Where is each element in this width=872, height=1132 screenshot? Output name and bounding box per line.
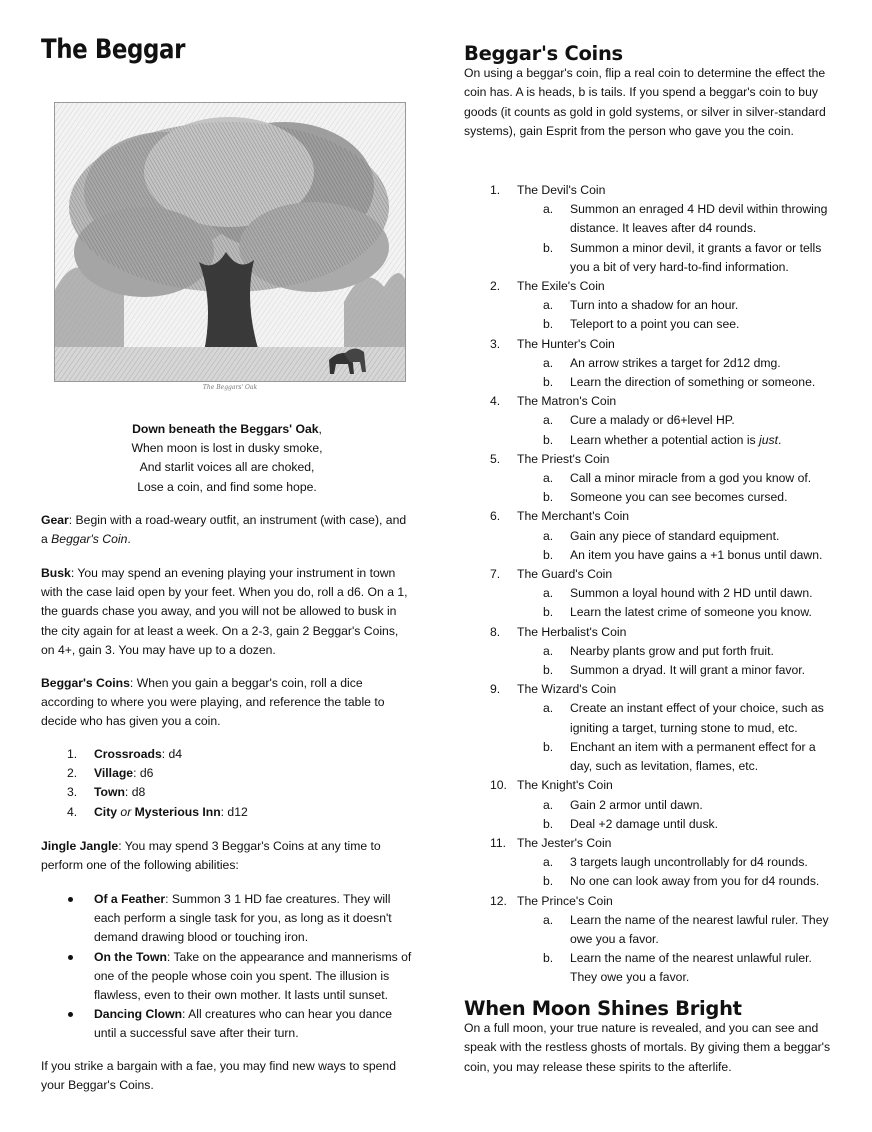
image-caption: The Beggars' Oak (202, 384, 258, 391)
coin-effect-heads (464, 699, 839, 737)
location-die: : d6 (133, 766, 154, 781)
coin-effect-tails (464, 815, 839, 834)
busk-label: Busk (41, 566, 71, 580)
location-name: Town (94, 785, 125, 800)
coin-item (464, 392, 839, 411)
sub-label: b. (543, 739, 554, 754)
ability-text: : Summon 3 1 HD fae creatures. They will each perform a single task for you, as long as it doesn't demand drawing blood or touching iron. (94, 892, 392, 945)
coin-item (464, 277, 839, 296)
coin-number: 11. (490, 835, 507, 850)
effect-text: Summon a loyal hound with 2 HD until dawn. (570, 586, 813, 601)
effect-text: Call a minor miracle from a god you know of. (570, 471, 812, 486)
list-item (41, 1005, 413, 1043)
sub-label: a. (543, 528, 554, 543)
effect-text: Learn whether a potential action is (570, 432, 760, 447)
coin-effect-tails (464, 431, 839, 450)
jingle-label: Jingle Jangle (41, 839, 119, 853)
coin-item (464, 335, 839, 354)
coin-effect-heads (464, 584, 839, 603)
sub-label: b. (543, 317, 554, 332)
location-or: or (117, 804, 135, 819)
sub-label: a. (543, 797, 554, 812)
coin-item (464, 507, 839, 526)
sub-label: a. (543, 643, 554, 658)
ability-list (41, 890, 413, 1044)
poem-line-1-tail: , (318, 422, 322, 436)
jingle-jangle-paragraph (41, 837, 413, 875)
list-number: 2. (67, 766, 78, 781)
effect-text: Summon a minor devil, it grants a favor or tells you a bit of very hard-to-find information. (570, 240, 822, 274)
coin-effect-tails (464, 546, 839, 565)
effect-text: Gain any piece of standard equipment. (570, 528, 780, 543)
coin-name: The Jester's Coin (517, 835, 612, 850)
ability-text: : All creatures who can hear you dance until a successful save after their turn. (94, 1007, 393, 1041)
sub-label: a. (543, 202, 554, 217)
coin-effect-tails (464, 661, 839, 680)
sub-label: b. (543, 816, 554, 831)
bullet-icon (68, 1012, 73, 1017)
bullet-icon (68, 897, 73, 902)
beggars-coins-paragraph (41, 674, 413, 732)
ability-name: Dancing Clown (94, 1007, 183, 1022)
coin-number: 10. (490, 778, 507, 793)
gear-label: Gear (41, 513, 69, 527)
coin-effect-heads (464, 469, 839, 488)
coin-name: The Devil's Coin (517, 183, 606, 197)
gear-italic: Beggar's Coin (51, 532, 128, 547)
sub-label: b. (543, 663, 554, 678)
coin-item (464, 834, 839, 853)
coin-name: The Prince's Coin (517, 893, 613, 908)
jingle-text: : You may spend 3 Beggar's Coins at any time to perform one of the following abilities: (41, 839, 381, 873)
effect-text: Enchant an item with a permanent effect for a day, such as levitation, flames, etc. (570, 739, 816, 774)
sub-label: a. (543, 298, 554, 313)
location-die: : d12 (220, 804, 248, 819)
gear-text: : Begin with a road-weary outfit, an instrument (with case), and a (41, 513, 407, 547)
effect-tail: . (778, 432, 782, 447)
coin-item (464, 680, 839, 699)
coin-effect-tails (464, 738, 839, 776)
coin-number: 6. (490, 509, 501, 524)
oak-tree-engraving (54, 102, 406, 398)
oak-tree-illustration (54, 102, 406, 398)
coin-item (464, 181, 839, 200)
sub-label: a. (543, 586, 554, 601)
coin-name: The Wizard's Coin (517, 682, 617, 697)
coin-name: The Herbalist's Coin (517, 624, 627, 639)
section-heading: Beggar's Coins (464, 42, 623, 65)
effect-text: Teleport to a point you can see. (570, 317, 740, 332)
sub-label: a. (543, 413, 554, 428)
coin-number: 4. (490, 394, 501, 409)
poem-line-1 (41, 420, 413, 439)
moon-section (464, 999, 839, 1077)
effect-text: Summon a dryad. It will grant a minor favor. (570, 663, 806, 678)
coin-item (464, 776, 839, 795)
coin-number: 8. (490, 624, 501, 639)
list-item (41, 803, 413, 822)
coin-number: 1. (490, 183, 501, 197)
coin-item (464, 623, 839, 642)
coin-effect-tails (464, 488, 839, 507)
list-number: 3. (67, 785, 78, 800)
coin-name: The Merchant's Coin (517, 509, 630, 524)
coins-intro: On using a beggar's coin, flip a real coin to determine the effect the coin has. A is heads, b is tails. If you spend a beggar's coin to buy goods (it counts as gold in gold systems, or silver in silver-standard systems), gain Esprit from the person who gave you the coin. (464, 66, 826, 138)
coin-effect-tails (464, 315, 839, 334)
ability-text: : Take on the appearance and mannerisms of one of the people whose coin you spent. The illusion is flawless, even to their own mother. It lasts until sunset. (94, 949, 412, 1003)
effect-text: Someone you can see becomes cursed. (570, 490, 788, 505)
coin-effect-tails (464, 872, 839, 891)
coin-effect-heads (464, 796, 839, 815)
list-item (41, 764, 413, 783)
sub-label: b. (543, 874, 554, 889)
busk-paragraph (41, 564, 413, 660)
coin-number: 3. (490, 336, 501, 351)
coin-effect-tails (464, 239, 839, 277)
coin-number: 7. (490, 567, 501, 582)
coin-name: The Priest's Coin (517, 451, 610, 466)
effect-text: Learn the direction of something or someone. (570, 375, 816, 390)
coin-effect-heads (464, 911, 839, 949)
coin-name: The Matron's Coin (517, 394, 617, 409)
list-item (41, 948, 413, 1006)
coin-table (464, 181, 839, 988)
effect-text: Summon an enraged 4 HD devil within throwing distance. It leaves after d4 rounds. (570, 202, 828, 236)
effect-italic: just (759, 432, 778, 447)
list-number: 4. (67, 804, 78, 819)
sub-label: a. (543, 701, 554, 716)
sub-label: b. (543, 375, 554, 390)
beggars-coins-section (464, 44, 839, 141)
sub-label: a. (543, 912, 554, 927)
location-die: : d4 (161, 747, 183, 761)
effect-text: Turn into a shadow for an hour. (570, 298, 739, 313)
location-name: Mysterious Inn (134, 804, 221, 819)
coin-item (464, 565, 839, 584)
poem (41, 420, 413, 497)
effect-text: An arrow strikes a target for 2d12 dmg. (570, 355, 781, 370)
location-name: City (94, 804, 118, 819)
effect-text: Create an instant effect of your choice, such as igniting a target, turning stone to mud, etc. (570, 701, 824, 735)
effect-text: No one can look away from you for d4 rounds. (570, 874, 820, 889)
moon-heading: When Moon Shines Bright (464, 997, 742, 1020)
busk-text: : You may spend an evening playing your instrument in town with the case laid open by your feet. When you do, roll a d6. On a 1, the guards chase you away, and you will not be allowed to busk in the city again for at least a week. On a 2-3, gain 2 Beggar's Coins, on 4+, gain 3. You may have up to a dozen. (41, 566, 408, 657)
sub-label: a. (543, 471, 554, 486)
sub-label: a. (543, 855, 554, 870)
closing-text: If you strike a bargain with a fae, you may find new ways to spend your Beggar's Coins. (41, 1059, 396, 1093)
coins-text: : When you gain a beggar's coin, roll a dice according to where you were playing, and reference the table to decide who has given you a coin. (41, 676, 385, 729)
list-item (41, 890, 413, 948)
location-die: : d8 (124, 785, 146, 800)
coin-effect-heads (464, 853, 839, 872)
bullet-icon (68, 955, 73, 960)
poem-line-3: And starlit voices all are choked, (139, 460, 315, 475)
gear-paragraph (41, 511, 413, 549)
coin-effect-heads (464, 411, 839, 430)
poem-line-2: When moon is lost in dusky smoke, (131, 441, 323, 456)
coin-number: 9. (490, 682, 501, 697)
list-item (41, 783, 413, 802)
effect-text: Learn the latest crime of someone you know. (570, 605, 812, 620)
coin-effect-heads (464, 200, 839, 238)
effect-text: Learn the name of the nearest unlawful ruler. They owe you a favor. (570, 951, 812, 985)
sub-label: b. (543, 240, 554, 255)
location-name: Crossroads (94, 747, 162, 761)
coin-item (464, 892, 839, 911)
coins-label: Beggar's Coins (41, 676, 130, 690)
sub-label: a. (543, 355, 554, 370)
effect-text: Gain 2 armor until dawn. (570, 797, 703, 812)
poem-line-4: Lose a coin, and find some hope. (137, 479, 317, 494)
coin-effect-tails (464, 373, 839, 392)
coin-item (464, 450, 839, 469)
sub-label: b. (543, 951, 554, 966)
sub-label: b. (543, 490, 554, 505)
closing-paragraph (41, 1057, 413, 1095)
moon-text: On a full moon, your true nature is revealed, and you can see and speak with the restless ghosts of mortals. By giving them a beggar's coin, you may release these spirits to the afterlife. (464, 1021, 831, 1074)
coin-name: The Hunter's Coin (517, 336, 615, 351)
page-title: The Beggar (41, 34, 186, 65)
coin-name: The Knight's Coin (517, 778, 613, 793)
coin-number: 5. (490, 451, 501, 466)
sub-label: b. (543, 605, 554, 620)
coin-effect-heads (464, 296, 839, 315)
ability-name: On the Town (94, 949, 167, 964)
effect-text: Deal +2 damage until dusk. (570, 816, 719, 831)
effect-text: An item you have gains a +1 bonus until dawn. (570, 547, 823, 562)
effect-text: Learn the name of the nearest lawful ruler. They owe you a favor. (570, 912, 829, 946)
coin-effect-heads (464, 354, 839, 373)
coin-name: The Guard's Coin (517, 567, 613, 582)
list-number: 1. (67, 747, 78, 761)
coin-effect-heads (464, 527, 839, 546)
ability-name: Of a Feather (94, 892, 166, 906)
coin-effect-tails (464, 949, 839, 987)
effect-text: Nearby plants grow and put forth fruit. (570, 643, 774, 658)
location-list (41, 745, 413, 822)
list-item (41, 745, 413, 764)
coin-number: 2. (490, 279, 501, 294)
location-name: Village (94, 766, 134, 781)
coin-effect-heads (464, 642, 839, 661)
gear-tail: . (127, 532, 131, 547)
coin-name: The Exile's Coin (517, 279, 605, 294)
sub-label: b. (543, 547, 554, 562)
poem-line-1-bold: Down beneath the Beggars' Oak (132, 422, 319, 436)
effect-text: Cure a malady or d6+level HP. (570, 413, 735, 428)
coin-number: 12. (490, 893, 507, 908)
effect-text: 3 targets laugh uncontrollably for d4 rounds. (570, 855, 808, 870)
sub-label: b. (543, 432, 554, 447)
coin-effect-tails (464, 603, 839, 622)
